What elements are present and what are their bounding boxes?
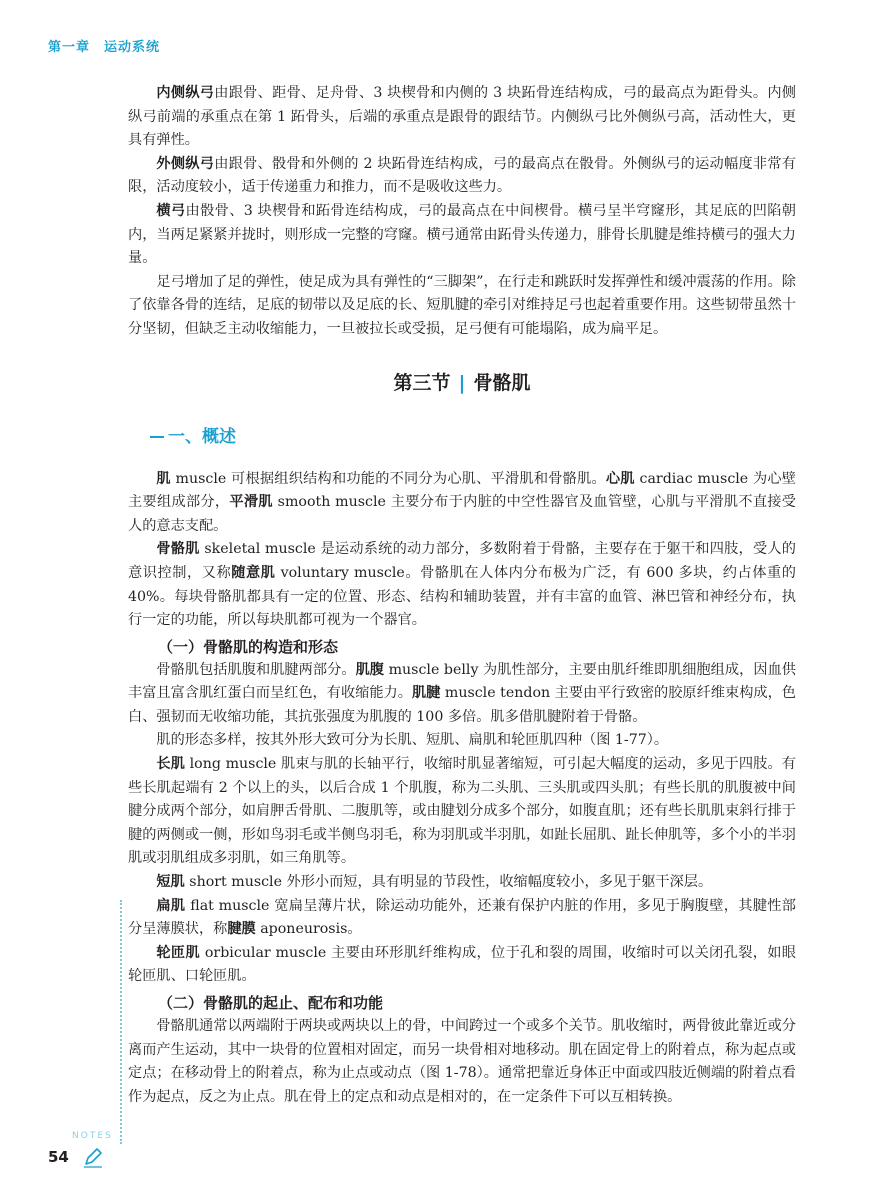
- paragraph-text: voluntary muscle。骨骼肌在人体内分布极为广泛，有 600 多块，约占体重的 40%。每块骨骼肌都具有一定的位置、形态、结构和辅助装置，并有丰富的血管、淋巴管和神经分布，执行一定的功能，所以每块肌都可视为一个器官。: [128, 564, 796, 629]
- pencil-icon: [82, 1146, 104, 1168]
- paragraph-text: short muscle 外形小而短，具有明显的节段性，收缩幅度较小，多见于躯干深层。: [184, 874, 713, 891]
- heading-origin-insertion: （二）骨骼肌的起止、配布和功能: [158, 994, 384, 1012]
- term-muscle: 肌: [156, 470, 171, 487]
- term-smooth-muscle: 平滑肌: [229, 494, 273, 511]
- paragraph-text: long muscle 肌束与肌的长轴平行，收缩时肌显著缩短，可引起大幅度的运动，多见于四肢。有些长肌起端有 2 个以上的头，以后合成 1 个肌腹，称为二头肌、三头肌或四头肌；有些长肌的肌腹被中间腱分成两个部分，如肩胛舌骨肌、二腹肌等，或由腱划分成多个部分，如腹直肌；还有些长肌肌束斜行排于腱的两侧或一侧，形如鸟羽毛或半侧鸟羽毛，称为羽肌或半羽肌，如趾长屈肌、趾长伸肌等，多个小的半羽肌或羽肌组成多羽肌，如三角肌等。: [128, 756, 796, 867]
- paragraph-text: skeletal muscle 是运动系统的动力部分，多数附着于骨骼，主要存在于躯干和四肢，受人的意识控制，又称: [128, 541, 796, 581]
- section-name: 骨骼肌: [473, 371, 531, 394]
- term-aponeurosis: 腱膜: [227, 921, 256, 938]
- term-short-muscle: 短肌: [156, 874, 185, 891]
- paragraph-text: 由跟骨、骰骨和外侧的 2 块跖骨连结构成，弓的最高点在骰骨。外侧纵弓的运动幅度非常有限，活动度较小，适于传递重力和推力，而不是吸收这些力。: [128, 155, 796, 196]
- heading-text: 一、概述: [168, 426, 236, 447]
- paragraph-flat-muscle: [128, 895, 796, 942]
- paragraph-text: 由骰骨、3 块楔骨和跖骨连结构成，弓的最高点在中间楔骨。横弓呈半穹窿形，其足底的凹陷朝内，当两足紧紧并拢时，则形成一完整的穹窿。横弓通常由跖骨头传递力，腓骨长肌腱是维持横弓的强大力量。: [128, 202, 796, 267]
- heading-structure: （一）骨骼肌的构造和形态: [158, 637, 339, 656]
- page-body: [128, 82, 796, 1109]
- term-flat-muscle: 扁肌: [156, 897, 186, 914]
- paragraph-text: 骨骼肌包括肌腹和肌腱两部分。: [156, 661, 356, 678]
- paragraph-text: orbicular muscle 主要由环形肌纤维构成，位于孔和裂的周围，收缩时可以关闭孔裂，如眼轮匝肌、口轮匝肌。: [128, 944, 796, 985]
- paragraph-text: muscle 可根据组织结构和功能的不同分为心肌、平滑肌和骨骼肌。: [170, 470, 606, 487]
- paragraph-text: flat muscle 宽扁呈薄片状，除运动功能外，还兼有保护内脏的作用，多见于胸腹壁，其腱性部分呈薄膜状，称: [128, 897, 796, 938]
- paragraph-short-muscle: [128, 871, 796, 895]
- paragraph-muscle-types: [128, 468, 796, 539]
- chapter-number: 第一章: [48, 40, 91, 55]
- section-label: 第三节: [393, 371, 451, 394]
- section-separator: |: [458, 371, 466, 394]
- term-lateral-arch: 外侧纵弓: [156, 155, 215, 172]
- paragraph-text: muscle tendon 主要由平行致密的胶原纤维束构成，色白、强韧而无收缩功能，其抗张强度为肌腹的 100 多倍。肌多借肌腱附着于骨骼。: [128, 685, 796, 725]
- paragraph-belly-tendon: [128, 659, 796, 730]
- heading-overview: [150, 424, 796, 450]
- paragraph-medial-arch: [128, 82, 796, 153]
- paragraph-orbicular-muscle: [128, 942, 796, 989]
- paragraph-arch-summary: [128, 271, 796, 342]
- term-muscle-tendon: 肌腱: [411, 685, 441, 702]
- paragraph-long-muscle: [128, 753, 796, 871]
- paragraph-text: cardiac muscle 为心壁主要组成部分，: [128, 470, 796, 511]
- term-cardiac-muscle: 心肌: [605, 470, 635, 487]
- term-long-muscle: 长肌: [156, 756, 186, 773]
- paragraph-muscle-shapes: 肌的形态多样，按其外形大致可分为长肌、短肌、扁肌和轮匝肌四种（图 1-77）。: [156, 732, 669, 749]
- chapter-title: 运动系统: [104, 40, 161, 55]
- term-medial-arch: 内侧纵弓: [156, 85, 215, 101]
- term-skeletal-muscle: 骨骼肌: [156, 541, 200, 558]
- paragraph-origin-insertion: 骨骼肌通常以两端附于两块或两块以上的骨，中间跨过一个或多个关节。肌收缩时，两骨彼此靠近或分离而产生运动，其中一块骨的位置相对固定，而另一块骨相对地移动。肌在固定骨上的附着点，称为起点或定点；在移动骨上的附着点，称为止点或动点（图 1-78）。通常把靠近身体正中面或四肢近侧端的附着点看作为起点，反之为止点。肌在骨上的定点和动点是相对的，在一定条件下可以互相转换。: [128, 1018, 796, 1105]
- term-muscle-belly: 肌腹: [355, 661, 385, 678]
- page-number: 54: [48, 1148, 69, 1166]
- term-transverse-arch: 横弓: [156, 202, 186, 219]
- paragraph-transverse-arch: [128, 200, 796, 271]
- notes-margin-line: [120, 900, 122, 1144]
- heading-dash: [150, 436, 164, 438]
- paragraph-text: 足弓增加了足的弹性，使足成为具有弹性的“三脚架”，在行走和跳跃时发挥弹性和缓冲震荡的作用。除了依靠各骨的连结，足底的韧带以及足底的长、短肌腱的牵引对维持足弓也起着重要作用。这些韧带虽然十分坚韧，但缺乏主动收缩能力，一旦被拉长或受损，足弓便有可能塌陷，成为扁平足。: [128, 273, 796, 337]
- section-title: [128, 368, 796, 398]
- paragraph-lateral-arch: [128, 153, 796, 200]
- term-voluntary-muscle: 随意肌: [231, 564, 276, 581]
- paragraph-text: muscle belly 为肌性部分，主要由肌纤维即肌细胞组成，因血供丰富且富含肌红蛋白而呈红色，有收缩能力。: [128, 661, 796, 702]
- paragraph-text: smooth muscle 主要分布于内脏的中空性器官及血管壁，心肌与平滑肌不直接受人的意志支配。: [128, 494, 796, 534]
- paragraph-text: 由跟骨、距骨、足舟骨、3 块楔骨和内侧的 3 块跖骨连结构成，弓的最高点为距骨头。内侧纵弓前端的承重点在第 1 跖骨头，后端的承重点是跟骨的跟结节。内侧纵弓比外侧纵弓高，活动性大，更具有弹性。: [128, 85, 796, 149]
- paragraph-skeletal-muscle: [128, 538, 796, 632]
- term-orbicular-muscle: 轮匝肌: [156, 944, 201, 961]
- running-head: [48, 36, 160, 55]
- notes-label: NOTES: [72, 1131, 113, 1141]
- paragraph-text: aponeurosis。: [255, 921, 362, 938]
